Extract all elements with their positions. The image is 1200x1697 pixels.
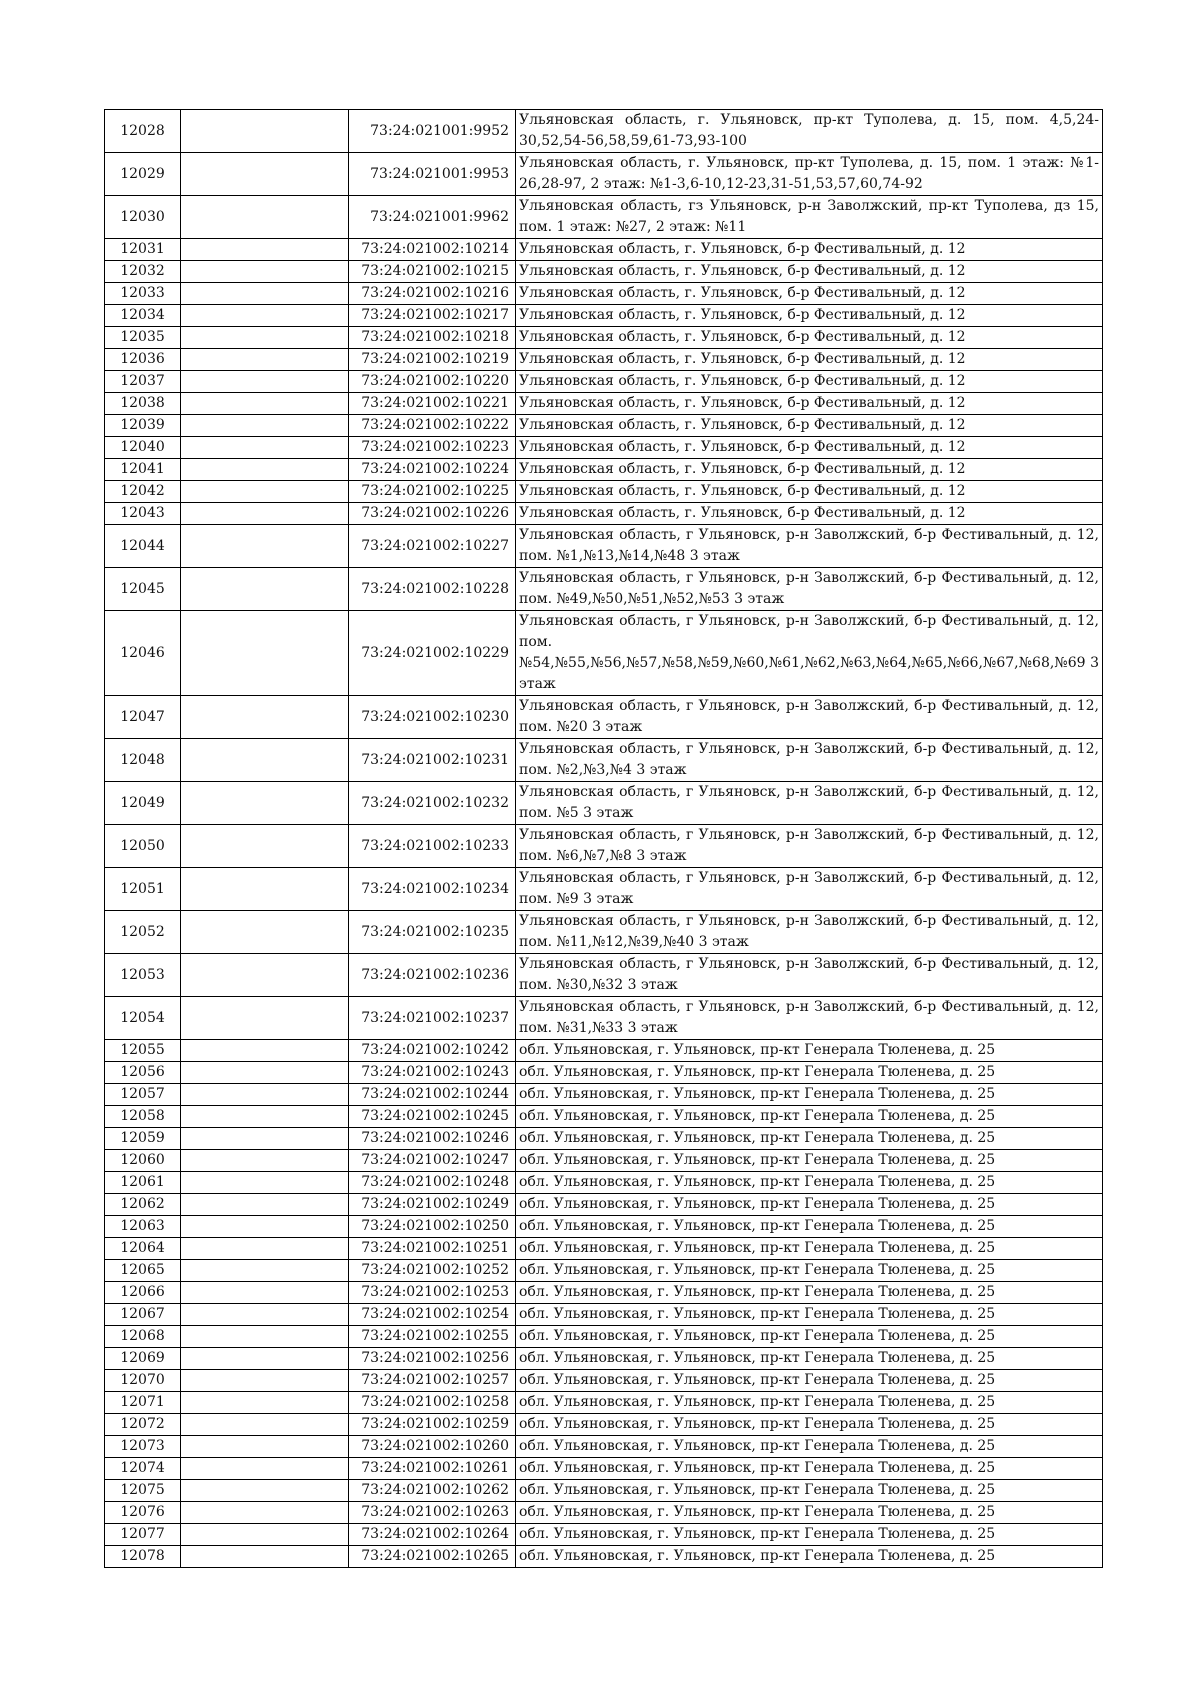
table-row <box>105 525 1103 568</box>
empty-cell <box>181 196 349 239</box>
table-row <box>105 1062 1103 1084</box>
empty-cell <box>181 1128 349 1150</box>
empty-cell <box>181 261 349 283</box>
address-cell: обл. Ульяновская, г. Ульяновск, пр-кт Генерала Тюленева, д. 25 <box>516 1238 1103 1260</box>
cadastral-number-cell: 73:24:021002:10220 <box>349 371 516 393</box>
cadastral-number-cell: 73:24:021002:10260 <box>349 1436 516 1458</box>
table-row <box>105 1040 1103 1062</box>
cadastral-number-cell: 73:24:021002:10214 <box>349 239 516 261</box>
address-cell: обл. Ульяновская, г. Ульяновск, пр-кт Генерала Тюленева, д. 25 <box>516 1348 1103 1370</box>
empty-cell <box>181 568 349 611</box>
address-cell: Ульяновская область, г. Ульяновск, б-р Фестивальный, д. 12 <box>516 327 1103 349</box>
cadastral-number-cell: 73:24:021002:10245 <box>349 1106 516 1128</box>
address-cell: Ульяновская область, г Ульяновск, р-н Заволжский, б-р Фестивальный, д. 12, пом. №6,№7,№8 3 этаж <box>516 825 1103 868</box>
row-number-cell: 12031 <box>105 239 181 261</box>
row-number-cell: 12070 <box>105 1370 181 1392</box>
table-row <box>105 1194 1103 1216</box>
table-row <box>105 568 1103 611</box>
row-number-cell: 12032 <box>105 261 181 283</box>
address-cell: Ульяновская область, г. Ульяновск, б-р Фестивальный, д. 12 <box>516 459 1103 481</box>
empty-cell <box>181 1260 349 1282</box>
address-cell: Ульяновская область, г Ульяновск, р-н Заволжский, б-р Фестивальный, д. 12, пом. №1,№13,№14,№48 3 этаж <box>516 525 1103 568</box>
cadastral-number-cell: 73:24:021002:10219 <box>349 349 516 371</box>
cadastral-number-cell: 73:24:021002:10230 <box>349 696 516 739</box>
empty-cell <box>181 868 349 911</box>
empty-cell <box>181 459 349 481</box>
address-cell: Ульяновская область, г. Ульяновск, б-р Фестивальный, д. 12 <box>516 415 1103 437</box>
cadastral-number-cell: 73:24:021002:10237 <box>349 997 516 1040</box>
cadastral-number-cell: 73:24:021002:10224 <box>349 459 516 481</box>
address-cell: Ульяновская область, г. Ульяновск, б-р Фестивальный, д. 12 <box>516 393 1103 415</box>
table-row <box>105 1084 1103 1106</box>
table-row <box>105 305 1103 327</box>
table-row <box>105 371 1103 393</box>
cadastral-number-cell: 73:24:021002:10259 <box>349 1414 516 1436</box>
row-number-cell: 12074 <box>105 1458 181 1480</box>
row-number-cell: 12033 <box>105 283 181 305</box>
empty-cell <box>181 611 349 696</box>
address-cell: Ульяновская область, г. Ульяновск, б-р Фестивальный, д. 12 <box>516 481 1103 503</box>
row-number-cell: 12036 <box>105 349 181 371</box>
address-cell: Ульяновская область, г Ульяновск, р-н Заволжский, б-р Фестивальный, д. 12, пом. №11,№12,№39,№40 3 этаж <box>516 911 1103 954</box>
table-row <box>105 1370 1103 1392</box>
address-cell: обл. Ульяновская, г. Ульяновск, пр-кт Генерала Тюленева, д. 25 <box>516 1326 1103 1348</box>
table-row <box>105 196 1103 239</box>
row-number-cell: 12043 <box>105 503 181 525</box>
cadastral-number-cell: 73:24:021002:10236 <box>349 954 516 997</box>
cadastral-number-cell: 73:24:021002:10252 <box>349 1260 516 1282</box>
empty-cell <box>181 696 349 739</box>
row-number-cell: 12068 <box>105 1326 181 1348</box>
table-row <box>105 1260 1103 1282</box>
table-row <box>105 1348 1103 1370</box>
empty-cell <box>181 415 349 437</box>
empty-cell <box>181 911 349 954</box>
cadastral-number-cell: 73:24:021002:10250 <box>349 1216 516 1238</box>
address-cell: Ульяновская область, г. Ульяновск, пр-кт Туполева, д. 15, пом. 1 этаж: №1-26,28-97, 2 этаж: №1-3,6-10,12-23,31-51,53,57,60,74-92 <box>516 153 1103 196</box>
cadastral-number-cell: 73:24:021002:10229 <box>349 611 516 696</box>
empty-cell <box>181 825 349 868</box>
empty-cell <box>181 327 349 349</box>
empty-cell <box>181 1238 349 1260</box>
row-number-cell: 12077 <box>105 1524 181 1546</box>
address-cell: Ульяновская область, г. Ульяновск, б-р Фестивальный, д. 12 <box>516 371 1103 393</box>
empty-cell <box>181 1106 349 1128</box>
empty-cell <box>181 305 349 327</box>
row-number-cell: 12058 <box>105 1106 181 1128</box>
cadastral-number-cell: 73:24:021002:10264 <box>349 1524 516 1546</box>
table-row <box>105 393 1103 415</box>
row-number-cell: 12065 <box>105 1260 181 1282</box>
address-cell: Ульяновская область, г Ульяновск, р-н Заволжский, б-р Фестивальный, д. 12, пом. №30,№32 3 этаж <box>516 954 1103 997</box>
table-row <box>105 997 1103 1040</box>
empty-cell <box>181 997 349 1040</box>
address-cell: Ульяновская область, г. Ульяновск, пр-кт Туполева, д. 15, пом. 4,5,24-30,52,54-56,58,59,61-73,93-100 <box>516 110 1103 153</box>
row-number-cell: 12057 <box>105 1084 181 1106</box>
row-number-cell: 12047 <box>105 696 181 739</box>
table-row <box>105 1436 1103 1458</box>
empty-cell <box>181 153 349 196</box>
row-number-cell: 12067 <box>105 1304 181 1326</box>
table-row <box>105 1106 1103 1128</box>
address-cell: обл. Ульяновская, г. Ульяновск, пр-кт Генерала Тюленева, д. 25 <box>516 1172 1103 1194</box>
cadastral-number-cell: 73:24:021001:9953 <box>349 153 516 196</box>
address-cell: Ульяновская область, г Ульяновск, р-н Заволжский, б-р Фестивальный, д. 12, пом. №2,№3,№4 3 этаж <box>516 739 1103 782</box>
empty-cell <box>181 739 349 782</box>
table-row <box>105 782 1103 825</box>
cadastral-number-cell: 73:24:021002:10262 <box>349 1480 516 1502</box>
registry-table-body <box>105 110 1103 1568</box>
address-cell: обл. Ульяновская, г. Ульяновск, пр-кт Генерала Тюленева, д. 25 <box>516 1304 1103 1326</box>
cadastral-number-cell: 73:24:021002:10218 <box>349 327 516 349</box>
row-number-cell: 12053 <box>105 954 181 997</box>
cadastral-number-cell: 73:24:021002:10227 <box>349 525 516 568</box>
address-cell: обл. Ульяновская, г. Ульяновск, пр-кт Генерала Тюленева, д. 25 <box>516 1282 1103 1304</box>
cadastral-number-cell: 73:24:021002:10215 <box>349 261 516 283</box>
address-cell: обл. Ульяновская, г. Ульяновск, пр-кт Генерала Тюленева, д. 25 <box>516 1458 1103 1480</box>
empty-cell <box>181 782 349 825</box>
empty-cell <box>181 1480 349 1502</box>
table-row <box>105 1326 1103 1348</box>
empty-cell <box>181 1348 349 1370</box>
cadastral-number-cell: 73:24:021002:10263 <box>349 1502 516 1524</box>
address-cell: обл. Ульяновская, г. Ульяновск, пр-кт Генерала Тюленева, д. 25 <box>516 1414 1103 1436</box>
address-cell: обл. Ульяновская, г. Ульяновск, пр-кт Генерала Тюленева, д. 25 <box>516 1040 1103 1062</box>
address-cell: Ульяновская область, г. Ульяновск, б-р Фестивальный, д. 12 <box>516 239 1103 261</box>
empty-cell <box>181 1546 349 1568</box>
address-cell: Ульяновская область, г. Ульяновск, б-р Фестивальный, д. 12 <box>516 349 1103 371</box>
cadastral-number-cell: 73:24:021002:10232 <box>349 782 516 825</box>
empty-cell <box>181 1392 349 1414</box>
address-cell: обл. Ульяновская, г. Ульяновск, пр-кт Генерала Тюленева, д. 25 <box>516 1084 1103 1106</box>
table-row <box>105 415 1103 437</box>
address-cell: обл. Ульяновская, г. Ульяновск, пр-кт Генерала Тюленева, д. 25 <box>516 1546 1103 1568</box>
address-cell: обл. Ульяновская, г. Ульяновск, пр-кт Генерала Тюленева, д. 25 <box>516 1502 1103 1524</box>
cadastral-number-cell: 73:24:021002:10231 <box>349 739 516 782</box>
empty-cell <box>181 1524 349 1546</box>
row-number-cell: 12073 <box>105 1436 181 1458</box>
empty-cell <box>181 481 349 503</box>
row-number-cell: 12061 <box>105 1172 181 1194</box>
row-number-cell: 12054 <box>105 997 181 1040</box>
table-row <box>105 349 1103 371</box>
cadastral-number-cell: 73:24:021002:10251 <box>349 1238 516 1260</box>
row-number-cell: 12072 <box>105 1414 181 1436</box>
cadastral-number-cell: 73:24:021002:10247 <box>349 1150 516 1172</box>
cadastral-number-cell: 73:24:021002:10221 <box>349 393 516 415</box>
table-row <box>105 611 1103 696</box>
cadastral-number-cell: 73:24:021002:10243 <box>349 1062 516 1084</box>
table-row <box>105 1304 1103 1326</box>
table-row <box>105 1282 1103 1304</box>
row-number-cell: 12062 <box>105 1194 181 1216</box>
row-number-cell: 12060 <box>105 1150 181 1172</box>
table-row <box>105 911 1103 954</box>
row-number-cell: 12051 <box>105 868 181 911</box>
table-row <box>105 1458 1103 1480</box>
row-number-cell: 12056 <box>105 1062 181 1084</box>
empty-cell <box>181 1370 349 1392</box>
row-number-cell: 12048 <box>105 739 181 782</box>
row-number-cell: 12046 <box>105 611 181 696</box>
row-number-cell: 12078 <box>105 1546 181 1568</box>
table-row <box>105 825 1103 868</box>
cadastral-number-cell: 73:24:021002:10255 <box>349 1326 516 1348</box>
empty-cell <box>181 1084 349 1106</box>
address-cell: Ульяновская область, г. Ульяновск, б-р Фестивальный, д. 12 <box>516 283 1103 305</box>
row-number-cell: 12076 <box>105 1502 181 1524</box>
cadastral-number-cell: 73:24:021002:10246 <box>349 1128 516 1150</box>
address-cell: Ульяновская область, г Ульяновск, р-н Заволжский, б-р Фестивальный, д. 12, пом. №49,№50,№51,№52,№53 3 этаж <box>516 568 1103 611</box>
address-cell: Ульяновская область, г Ульяновск, р-н Заволжский, б-р Фестивальный, д. 12, пом. №5 3 этаж <box>516 782 1103 825</box>
address-cell: обл. Ульяновская, г. Ульяновск, пр-кт Генерала Тюленева, д. 25 <box>516 1216 1103 1238</box>
table-row <box>105 1524 1103 1546</box>
address-cell: обл. Ульяновская, г. Ульяновск, пр-кт Генерала Тюленева, д. 25 <box>516 1480 1103 1502</box>
table-row <box>105 1150 1103 1172</box>
address-cell: Ульяновская область, г Ульяновск, р-н Заволжский, б-р Фестивальный, д. 12, пом. №20 3 этаж <box>516 696 1103 739</box>
cadastral-number-cell: 73:24:021001:9962 <box>349 196 516 239</box>
empty-cell <box>181 393 349 415</box>
address-cell: Ульяновская область, г. Ульяновск, б-р Фестивальный, д. 12 <box>516 503 1103 525</box>
empty-cell <box>181 1172 349 1194</box>
table-row <box>105 868 1103 911</box>
address-cell: обл. Ульяновская, г. Ульяновск, пр-кт Генерала Тюленева, д. 25 <box>516 1524 1103 1546</box>
table-row <box>105 1480 1103 1502</box>
cadastral-number-cell: 73:24:021002:10261 <box>349 1458 516 1480</box>
row-number-cell: 12034 <box>105 305 181 327</box>
empty-cell <box>181 1436 349 1458</box>
empty-cell <box>181 239 349 261</box>
table-row <box>105 954 1103 997</box>
address-cell: Ульяновская область, г Ульяновск, р-н Заволжский, б-р Фестивальный, д. 12, пом. №54,№55,№56,№57,№58,№59,№60,№61,№62,№63,№64,№65,№66,№67,№68,№69 3 этаж <box>516 611 1103 696</box>
cadastral-number-cell: 73:24:021002:10249 <box>349 1194 516 1216</box>
cadastral-number-cell: 73:24:021002:10242 <box>349 1040 516 1062</box>
table-row <box>105 153 1103 196</box>
table-row <box>105 239 1103 261</box>
empty-cell <box>181 954 349 997</box>
cadastral-number-cell: 73:24:021001:9952 <box>349 110 516 153</box>
table-row <box>105 1392 1103 1414</box>
cadastral-number-cell: 73:24:021002:10234 <box>349 868 516 911</box>
table-row <box>105 437 1103 459</box>
table-row <box>105 1172 1103 1194</box>
row-number-cell: 12028 <box>105 110 181 153</box>
row-number-cell: 12029 <box>105 153 181 196</box>
row-number-cell: 12050 <box>105 825 181 868</box>
address-cell: Ульяновская область, г Ульяновск, р-н Заволжский, б-р Фестивальный, д. 12, пом. №31,№33 3 этаж <box>516 997 1103 1040</box>
row-number-cell: 12044 <box>105 525 181 568</box>
address-cell: обл. Ульяновская, г. Ульяновск, пр-кт Генерала Тюленева, д. 25 <box>516 1062 1103 1084</box>
row-number-cell: 12035 <box>105 327 181 349</box>
row-number-cell: 12040 <box>105 437 181 459</box>
empty-cell <box>181 1502 349 1524</box>
address-cell: обл. Ульяновская, г. Ульяновск, пр-кт Генерала Тюленева, д. 25 <box>516 1260 1103 1282</box>
address-cell: обл. Ульяновская, г. Ульяновск, пр-кт Генерала Тюленева, д. 25 <box>516 1436 1103 1458</box>
empty-cell <box>181 1458 349 1480</box>
row-number-cell: 12049 <box>105 782 181 825</box>
row-number-cell: 12045 <box>105 568 181 611</box>
empty-cell <box>181 1150 349 1172</box>
empty-cell <box>181 1216 349 1238</box>
empty-cell <box>181 437 349 459</box>
cadastral-number-cell: 73:24:021002:10256 <box>349 1348 516 1370</box>
table-row <box>105 283 1103 305</box>
cadastral-number-cell: 73:24:021002:10235 <box>349 911 516 954</box>
address-cell: обл. Ульяновская, г. Ульяновск, пр-кт Генерала Тюленева, д. 25 <box>516 1392 1103 1414</box>
empty-cell <box>181 1040 349 1062</box>
registry-table <box>104 109 1103 1568</box>
empty-cell <box>181 1326 349 1348</box>
cadastral-number-cell: 73:24:021002:10254 <box>349 1304 516 1326</box>
row-number-cell: 12059 <box>105 1128 181 1150</box>
table-row <box>105 1216 1103 1238</box>
empty-cell <box>181 110 349 153</box>
cadastral-number-cell: 73:24:021002:10253 <box>349 1282 516 1304</box>
row-number-cell: 12075 <box>105 1480 181 1502</box>
empty-cell <box>181 1304 349 1326</box>
row-number-cell: 12066 <box>105 1282 181 1304</box>
empty-cell <box>181 349 349 371</box>
cadastral-number-cell: 73:24:021002:10258 <box>349 1392 516 1414</box>
table-row <box>105 1128 1103 1150</box>
row-number-cell: 12052 <box>105 911 181 954</box>
address-cell: Ульяновская область, г. Ульяновск, б-р Фестивальный, д. 12 <box>516 437 1103 459</box>
row-number-cell: 12069 <box>105 1348 181 1370</box>
row-number-cell: 12063 <box>105 1216 181 1238</box>
table-row <box>105 1502 1103 1524</box>
cadastral-number-cell: 73:24:021002:10265 <box>349 1546 516 1568</box>
row-number-cell: 12064 <box>105 1238 181 1260</box>
address-cell: обл. Ульяновская, г. Ульяновск, пр-кт Генерала Тюленева, д. 25 <box>516 1106 1103 1128</box>
cadastral-number-cell: 73:24:021002:10228 <box>349 568 516 611</box>
address-cell: обл. Ульяновская, г. Ульяновск, пр-кт Генерала Тюленева, д. 25 <box>516 1194 1103 1216</box>
row-number-cell: 12041 <box>105 459 181 481</box>
row-number-cell: 12042 <box>105 481 181 503</box>
row-number-cell: 12038 <box>105 393 181 415</box>
empty-cell <box>181 525 349 568</box>
cadastral-number-cell: 73:24:021002:10216 <box>349 283 516 305</box>
cadastral-number-cell: 73:24:021002:10222 <box>349 415 516 437</box>
empty-cell <box>181 1414 349 1436</box>
cadastral-number-cell: 73:24:021002:10226 <box>349 503 516 525</box>
table-row <box>105 1414 1103 1436</box>
table-row <box>105 261 1103 283</box>
table-row <box>105 503 1103 525</box>
table-row <box>105 327 1103 349</box>
empty-cell <box>181 503 349 525</box>
table-row <box>105 1546 1103 1568</box>
row-number-cell: 12071 <box>105 1392 181 1414</box>
cadastral-number-cell: 73:24:021002:10248 <box>349 1172 516 1194</box>
cadastral-number-cell: 73:24:021002:10233 <box>349 825 516 868</box>
cadastral-number-cell: 73:24:021002:10217 <box>349 305 516 327</box>
table-row <box>105 739 1103 782</box>
row-number-cell: 12030 <box>105 196 181 239</box>
row-number-cell: 12037 <box>105 371 181 393</box>
table-row <box>105 481 1103 503</box>
address-cell: обл. Ульяновская, г. Ульяновск, пр-кт Генерала Тюленева, д. 25 <box>516 1128 1103 1150</box>
row-number-cell: 12039 <box>105 415 181 437</box>
cadastral-number-cell: 73:24:021002:10257 <box>349 1370 516 1392</box>
address-cell: Ульяновская область, г. Ульяновск, б-р Фестивальный, д. 12 <box>516 305 1103 327</box>
address-cell: Ульяновская область, г. Ульяновск, б-р Фестивальный, д. 12 <box>516 261 1103 283</box>
empty-cell <box>181 371 349 393</box>
empty-cell <box>181 283 349 305</box>
table-row <box>105 110 1103 153</box>
table-row <box>105 1238 1103 1260</box>
cadastral-number-cell: 73:24:021002:10225 <box>349 481 516 503</box>
cadastral-number-cell: 73:24:021002:10223 <box>349 437 516 459</box>
table-row <box>105 696 1103 739</box>
row-number-cell: 12055 <box>105 1040 181 1062</box>
address-cell: Ульяновская область, гз Ульяновск, р-н Заволжский, пр-кт Туполева, дз 15, пом. 1 этаж: №27, 2 этаж: №11 <box>516 196 1103 239</box>
address-cell: Ульяновская область, г Ульяновск, р-н Заволжский, б-р Фестивальный, д. 12, пом. №9 3 этаж <box>516 868 1103 911</box>
address-cell: обл. Ульяновская, г. Ульяновск, пр-кт Генерала Тюленева, д. 25 <box>516 1370 1103 1392</box>
table-row <box>105 459 1103 481</box>
empty-cell <box>181 1194 349 1216</box>
empty-cell <box>181 1062 349 1084</box>
cadastral-number-cell: 73:24:021002:10244 <box>349 1084 516 1106</box>
empty-cell <box>181 1282 349 1304</box>
address-cell: обл. Ульяновская, г. Ульяновск, пр-кт Генерала Тюленева, д. 25 <box>516 1150 1103 1172</box>
